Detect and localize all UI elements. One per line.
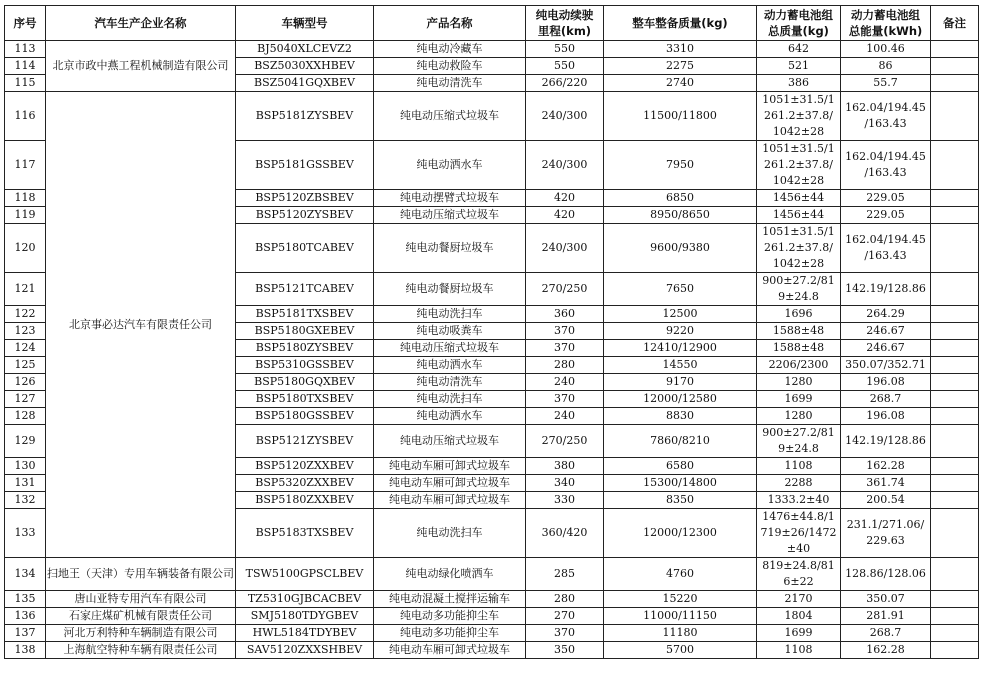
note — [931, 558, 979, 591]
note — [931, 509, 979, 558]
vehicle-model: BSP5180TCABEV — [236, 224, 374, 273]
product-name: 纯电动洒水车 — [374, 141, 526, 190]
battery-energy: 231.1/271.06/ 229.63 — [841, 509, 931, 558]
battery-mass: 1588±48 — [757, 323, 841, 340]
vehicle-model: BSP5181ZYSBEV — [236, 92, 374, 141]
battery-mass: 386 — [757, 75, 841, 92]
curb-mass: 12000/12300 — [604, 509, 757, 558]
battery-energy: 142.19/128.86 — [841, 273, 931, 306]
vehicle-model: BJ5040XLCEVZ2 — [236, 41, 374, 58]
table-row — [5, 591, 979, 608]
note — [931, 306, 979, 323]
note — [931, 391, 979, 408]
electric-range: 270/250 — [526, 425, 604, 458]
electric-range: 370 — [526, 340, 604, 357]
note — [931, 41, 979, 58]
battery-mass: 1280 — [757, 408, 841, 425]
battery-mass: 642 — [757, 41, 841, 58]
row-number: 119 — [5, 207, 46, 224]
vehicle-model: BSP5121ZYSBEV — [236, 425, 374, 458]
note — [931, 608, 979, 625]
product-name: 纯电动洗扫车 — [374, 306, 526, 323]
row-number: 121 — [5, 273, 46, 306]
company-name: 石家庄煤矿机械有限责任公司 — [46, 608, 236, 625]
electric-range: 370 — [526, 625, 604, 642]
electric-range: 240/300 — [526, 141, 604, 190]
row-number: 116 — [5, 92, 46, 141]
battery-mass: 900±27.2/81 9±24.8 — [757, 425, 841, 458]
company-name: 扫地王（天津）专用车辆装备有限公司 — [46, 558, 236, 591]
product-name: 纯电动洒水车 — [374, 408, 526, 425]
note — [931, 75, 979, 92]
note — [931, 425, 979, 458]
table-body — [5, 41, 979, 659]
electric-range: 370 — [526, 323, 604, 340]
curb-mass: 12410/12900 — [604, 340, 757, 357]
battery-energy: 268.7 — [841, 625, 931, 642]
battery-mass: 2288 — [757, 475, 841, 492]
battery-mass: 819±24.8/81 6±22 — [757, 558, 841, 591]
note — [931, 408, 979, 425]
note — [931, 141, 979, 190]
product-name: 纯电动救险车 — [374, 58, 526, 75]
product-name: 纯电动压缩式垃圾车 — [374, 92, 526, 141]
product-name: 纯电动餐厨垃圾车 — [374, 273, 526, 306]
table-row — [5, 558, 979, 591]
vehicle-model: BSP5320ZXXBEV — [236, 475, 374, 492]
electric-range: 420 — [526, 207, 604, 224]
battery-mass: 1456±44 — [757, 190, 841, 207]
product-name: 纯电动多功能抑尘车 — [374, 608, 526, 625]
row-number: 130 — [5, 458, 46, 475]
battery-energy: 281.91 — [841, 608, 931, 625]
battery-energy: 361.74 — [841, 475, 931, 492]
vehicle-model: BSP5180GXEBEV — [236, 323, 374, 340]
header-product: 产品名称 — [374, 6, 526, 41]
row-number: 132 — [5, 492, 46, 509]
curb-mass: 12000/12580 — [604, 391, 757, 408]
battery-mass: 1108 — [757, 642, 841, 659]
battery-mass: 1108 — [757, 458, 841, 475]
row-number: 118 — [5, 190, 46, 207]
curb-mass: 9600/9380 — [604, 224, 757, 273]
vehicle-model: TZ5310GJBCACBEV — [236, 591, 374, 608]
vehicle-model: BSZ5030XXHBEV — [236, 58, 374, 75]
curb-mass: 2740 — [604, 75, 757, 92]
row-number: 113 — [5, 41, 46, 58]
product-name: 纯电动洗扫车 — [374, 509, 526, 558]
company-name: 北京事必达汽车有限责任公司 — [46, 92, 236, 558]
row-number: 124 — [5, 340, 46, 357]
row-number: 129 — [5, 425, 46, 458]
note — [931, 374, 979, 391]
note — [931, 190, 979, 207]
vehicle-model: BSP5181TXSBEV — [236, 306, 374, 323]
note — [931, 58, 979, 75]
product-name: 纯电动车厢可卸式垃圾车 — [374, 642, 526, 659]
battery-energy: 246.67 — [841, 323, 931, 340]
product-name: 纯电动车厢可卸式垃圾车 — [374, 492, 526, 509]
note — [931, 273, 979, 306]
vehicle-model: BSP5180ZXXBEV — [236, 492, 374, 509]
battery-mass: 1051±31.5/1 261.2±37.8/ 1042±28 — [757, 141, 841, 190]
product-name: 纯电动压缩式垃圾车 — [374, 207, 526, 224]
battery-mass: 900±27.2/81 9±24.8 — [757, 273, 841, 306]
electric-range: 370 — [526, 391, 604, 408]
battery-mass: 1333.2±40 — [757, 492, 841, 509]
row-number: 122 — [5, 306, 46, 323]
curb-mass: 3310 — [604, 41, 757, 58]
vehicle-model: BSP5120ZBSBEV — [236, 190, 374, 207]
vehicle-model: BSP5310GSSBEV — [236, 357, 374, 374]
battery-mass: 1696 — [757, 306, 841, 323]
product-name: 纯电动吸粪车 — [374, 323, 526, 340]
curb-mass: 7860/8210 — [604, 425, 757, 458]
curb-mass: 8830 — [604, 408, 757, 425]
row-number: 136 — [5, 608, 46, 625]
electric-range: 240/300 — [526, 92, 604, 141]
electric-range: 240 — [526, 374, 604, 391]
electric-range: 285 — [526, 558, 604, 591]
battery-mass: 1804 — [757, 608, 841, 625]
battery-mass: 2206/2300 — [757, 357, 841, 374]
note — [931, 207, 979, 224]
battery-energy: 229.05 — [841, 207, 931, 224]
row-number: 117 — [5, 141, 46, 190]
vehicle-model: BSP5180GQXBEV — [236, 374, 374, 391]
header-note: 备注 — [931, 6, 979, 41]
curb-mass: 14550 — [604, 357, 757, 374]
battery-mass: 1699 — [757, 625, 841, 642]
product-name: 纯电动多功能抑尘车 — [374, 625, 526, 642]
product-name: 纯电动冷藏车 — [374, 41, 526, 58]
electric-range: 550 — [526, 58, 604, 75]
curb-mass: 15300/14800 — [604, 475, 757, 492]
row-number: 133 — [5, 509, 46, 558]
curb-mass: 9170 — [604, 374, 757, 391]
battery-energy: 196.08 — [841, 408, 931, 425]
row-number: 131 — [5, 475, 46, 492]
row-number: 134 — [5, 558, 46, 591]
battery-mass: 1051±31.5/1 261.2±37.8/ 1042±28 — [757, 224, 841, 273]
battery-energy: 162.28 — [841, 458, 931, 475]
electric-range: 420 — [526, 190, 604, 207]
row-number: 128 — [5, 408, 46, 425]
battery-mass: 1051±31.5/1 261.2±37.8/ 1042±28 — [757, 92, 841, 141]
table-row — [5, 92, 979, 141]
curb-mass: 7650 — [604, 273, 757, 306]
electric-range: 330 — [526, 492, 604, 509]
vehicle-model: BSP5183TXSBEV — [236, 509, 374, 558]
product-name: 纯电动绿化喷洒车 — [374, 558, 526, 591]
vehicle-model: BSZ5041GQXBEV — [236, 75, 374, 92]
electric-range: 266/220 — [526, 75, 604, 92]
battery-energy: 196.08 — [841, 374, 931, 391]
electric-range: 360/420 — [526, 509, 604, 558]
note — [931, 92, 979, 141]
curb-mass: 11000/11150 — [604, 608, 757, 625]
product-name: 纯电动混凝土搅拌运输车 — [374, 591, 526, 608]
product-name: 纯电动车厢可卸式垃圾车 — [374, 458, 526, 475]
note — [931, 224, 979, 273]
note — [931, 591, 979, 608]
curb-mass: 6580 — [604, 458, 757, 475]
battery-energy: 268.7 — [841, 391, 931, 408]
product-name: 纯电动餐厨垃圾车 — [374, 224, 526, 273]
vehicle-model: BSP5181GSSBEV — [236, 141, 374, 190]
curb-mass: 8950/8650 — [604, 207, 757, 224]
product-name: 纯电动压缩式垃圾车 — [374, 425, 526, 458]
note — [931, 492, 979, 509]
curb-mass: 8350 — [604, 492, 757, 509]
header-battery-mass: 动力蓄电池组 总质量(kg) — [757, 6, 841, 41]
product-name: 纯电动清洗车 — [374, 374, 526, 391]
vehicle-model: SAV5120ZXXSHBEV — [236, 642, 374, 659]
vehicle-model: TSW5100GPSCLBEV — [236, 558, 374, 591]
battery-energy: 86 — [841, 58, 931, 75]
company-name: 唐山亚特专用汽车有限公司 — [46, 591, 236, 608]
vehicle-model: HWL5184TDYBEV — [236, 625, 374, 642]
electric-range: 240 — [526, 408, 604, 425]
battery-energy: 162.04/194.45 /163.43 — [841, 224, 931, 273]
battery-mass: 1588±48 — [757, 340, 841, 357]
table-row — [5, 642, 979, 659]
note — [931, 340, 979, 357]
battery-energy: 128.86/128.06 — [841, 558, 931, 591]
note — [931, 625, 979, 642]
row-number: 125 — [5, 357, 46, 374]
row-number: 135 — [5, 591, 46, 608]
vehicle-model: BSP5180GSSBEV — [236, 408, 374, 425]
vehicle-model: BSP5180ZYSBEV — [236, 340, 374, 357]
battery-energy: 162.04/194.45 /163.43 — [841, 141, 931, 190]
electric-range: 240/300 — [526, 224, 604, 273]
vehicle-model: BSP5180TXSBEV — [236, 391, 374, 408]
curb-mass: 9220 — [604, 323, 757, 340]
header-row — [5, 6, 979, 41]
electric-range: 270 — [526, 608, 604, 625]
product-name: 纯电动压缩式垃圾车 — [374, 340, 526, 357]
company-name: 上海航空特种车辆有限责任公司 — [46, 642, 236, 659]
battery-mass: 2170 — [757, 591, 841, 608]
battery-energy: 162.28 — [841, 642, 931, 659]
battery-mass: 1456±44 — [757, 207, 841, 224]
battery-energy: 350.07 — [841, 591, 931, 608]
vehicle-model: BSP5120ZYSBEV — [236, 207, 374, 224]
curb-mass: 2275 — [604, 58, 757, 75]
curb-mass: 6850 — [604, 190, 757, 207]
row-number: 115 — [5, 75, 46, 92]
header-company: 汽车生产企业名称 — [46, 6, 236, 41]
vehicle-catalog-table — [4, 5, 979, 659]
battery-mass: 1280 — [757, 374, 841, 391]
battery-energy: 162.04/194.45 /163.43 — [841, 92, 931, 141]
product-name: 纯电动摆臂式垃圾车 — [374, 190, 526, 207]
company-name: 北京市政中燕工程机械制造有限公司 — [46, 41, 236, 92]
curb-mass: 15220 — [604, 591, 757, 608]
vehicle-model: BSP5120ZXXBEV — [236, 458, 374, 475]
electric-range: 380 — [526, 458, 604, 475]
curb-mass: 4760 — [604, 558, 757, 591]
battery-energy: 100.46 — [841, 41, 931, 58]
curb-mass: 11500/11800 — [604, 92, 757, 141]
note — [931, 475, 979, 492]
company-name: 河北万利特种车辆制造有限公司 — [46, 625, 236, 642]
row-number: 137 — [5, 625, 46, 642]
row-number: 138 — [5, 642, 46, 659]
electric-range: 270/250 — [526, 273, 604, 306]
battery-mass: 1699 — [757, 391, 841, 408]
electric-range: 280 — [526, 591, 604, 608]
vehicle-model: SMJ5180TDYGBEV — [236, 608, 374, 625]
curb-mass: 12500 — [604, 306, 757, 323]
battery-energy: 55.7 — [841, 75, 931, 92]
battery-energy: 246.67 — [841, 340, 931, 357]
battery-mass: 1476±44.8/1 719±26/1472 ±40 — [757, 509, 841, 558]
header-no: 序号 — [5, 6, 46, 41]
table-row — [5, 608, 979, 625]
note — [931, 458, 979, 475]
product-name: 纯电动洒水车 — [374, 357, 526, 374]
row-number: 114 — [5, 58, 46, 75]
electric-range: 360 — [526, 306, 604, 323]
header-model: 车辆型号 — [236, 6, 374, 41]
electric-range: 340 — [526, 475, 604, 492]
row-number: 120 — [5, 224, 46, 273]
note — [931, 642, 979, 659]
battery-energy: 142.19/128.86 — [841, 425, 931, 458]
product-name: 纯电动车厢可卸式垃圾车 — [374, 475, 526, 492]
vehicle-model: BSP5121TCABEV — [236, 273, 374, 306]
curb-mass: 7950 — [604, 141, 757, 190]
row-number: 127 — [5, 391, 46, 408]
product-name: 纯电动洗扫车 — [374, 391, 526, 408]
header-curb-mass: 整车整备质量(kg) — [604, 6, 757, 41]
electric-range: 550 — [526, 41, 604, 58]
row-number: 126 — [5, 374, 46, 391]
note — [931, 323, 979, 340]
curb-mass: 5700 — [604, 642, 757, 659]
header-battery-energy: 动力蓄电池组 总能量(kWh) — [841, 6, 931, 41]
battery-energy: 229.05 — [841, 190, 931, 207]
note — [931, 357, 979, 374]
battery-energy: 350.07/352.71 — [841, 357, 931, 374]
battery-energy: 200.54 — [841, 492, 931, 509]
battery-mass: 521 — [757, 58, 841, 75]
row-number: 123 — [5, 323, 46, 340]
electric-range: 280 — [526, 357, 604, 374]
curb-mass: 11180 — [604, 625, 757, 642]
header-range: 纯电动续驶 里程(km) — [526, 6, 604, 41]
table-row — [5, 41, 979, 58]
table-row — [5, 625, 979, 642]
product-name: 纯电动清洗车 — [374, 75, 526, 92]
electric-range: 350 — [526, 642, 604, 659]
battery-energy: 264.29 — [841, 306, 931, 323]
